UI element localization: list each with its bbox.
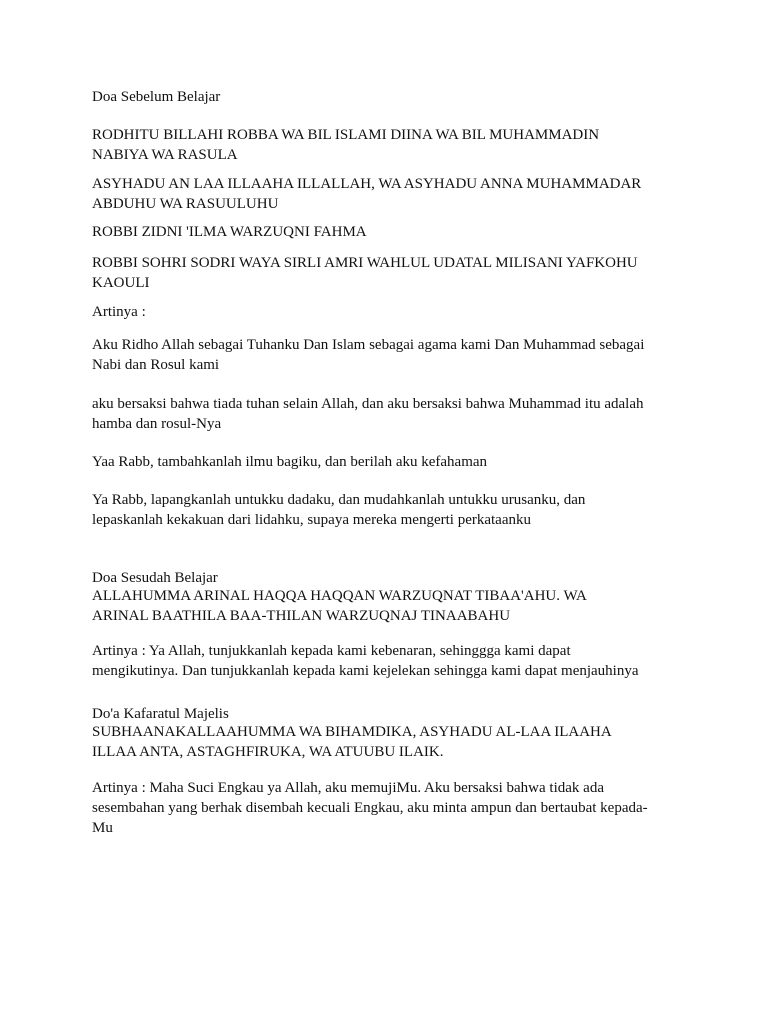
translation-2: aku bersaksi bahwa tiada tuhan selain Allah, dan aku bersaksi bahwa Muhammad itu adalah hamba dan rosul-Nya [92, 396, 644, 432]
section-title-doa-sesudah-belajar: Doa Sesudah Belajar [92, 570, 218, 586]
doa-sesudah-belajar-text: ALLAHUMMA ARINAL HAQQA HAQQAN WARZUQNAT TIBAA'AHU. WA ARINAL BAATHILA BAA-THILAN WARZUQNAJ TINAABAHU [92, 588, 587, 624]
doa-line-robbi-zidni: ROBBI ZIDNI 'ILMA WARZUQNI FAHMA [92, 224, 367, 240]
doa-line-asyhadu: ASYHADU AN LAA ILLAAHA ILLALLAH, WA ASYHADU ANNA MUHAMMADAR ABDUHU WA RASUULUHU [92, 176, 642, 212]
artinya-label: Artinya : [92, 304, 146, 320]
translation-3: Yaa Rabb, tambahkanlah ilmu bagiku, dan berilah aku kefahaman [92, 454, 488, 470]
translation-4: Ya Rabb, lapangkanlah untukku dadaku, dan mudahkanlah untukku urusanku, dan lepaskanlah kekakuan dari lidahku, supaya mereka mengerti perkataanku [92, 492, 586, 528]
doa-sesudah-belajar-artinya: Artinya : Ya Allah, tunjukkanlah kepada kami kebenaran, sehinggga kami dapat mengikutinya. Dan tunjukkanlah kepada kami kejelekan sehingga kami dapat menjauhinya [92, 643, 639, 679]
doa-kafaratul-majelis-artinya: Artinya : Maha Suci Engkau ya Allah, aku memujiMu. Aku bersaksi bahwa tidak ada sesembahan yang berhak disembah kecuali Engkau, aku minta ampun dan bertaubat kepada- Mu [92, 780, 648, 836]
translation-1: Aku Ridho Allah sebagai Tuhanku Dan Islam sebagai agama kami Dan Muhammad sebagai Nabi dan Rosul kami [92, 337, 645, 373]
section-title-doa-kafaratul-majelis: Do'a Kafaratul Majelis [92, 706, 229, 722]
doa-line-robbi-sohri: ROBBI SOHRI SODRI WAYA SIRLI AMRI WAHLUL UDATAL MILISANI YAFKOHU KAOULI [92, 255, 638, 291]
doa-line-rodhitu: RODHITU BILLAHI ROBBA WA BIL ISLAMI DIINA WA BIL MUHAMMADIN NABIYA WA RASULA [92, 127, 600, 163]
section-title-doa-sebelum-belajar: Doa Sebelum Belajar [92, 89, 221, 105]
doa-kafaratul-majelis-text: SUBHAANAKALLAAHUMMA WA BIHAMDIKA, ASYHADU AL-LAA ILAAHA ILLAA ANTA, ASTAGHFIRUKA, WA ATUUBU ILAIK. [92, 724, 612, 760]
